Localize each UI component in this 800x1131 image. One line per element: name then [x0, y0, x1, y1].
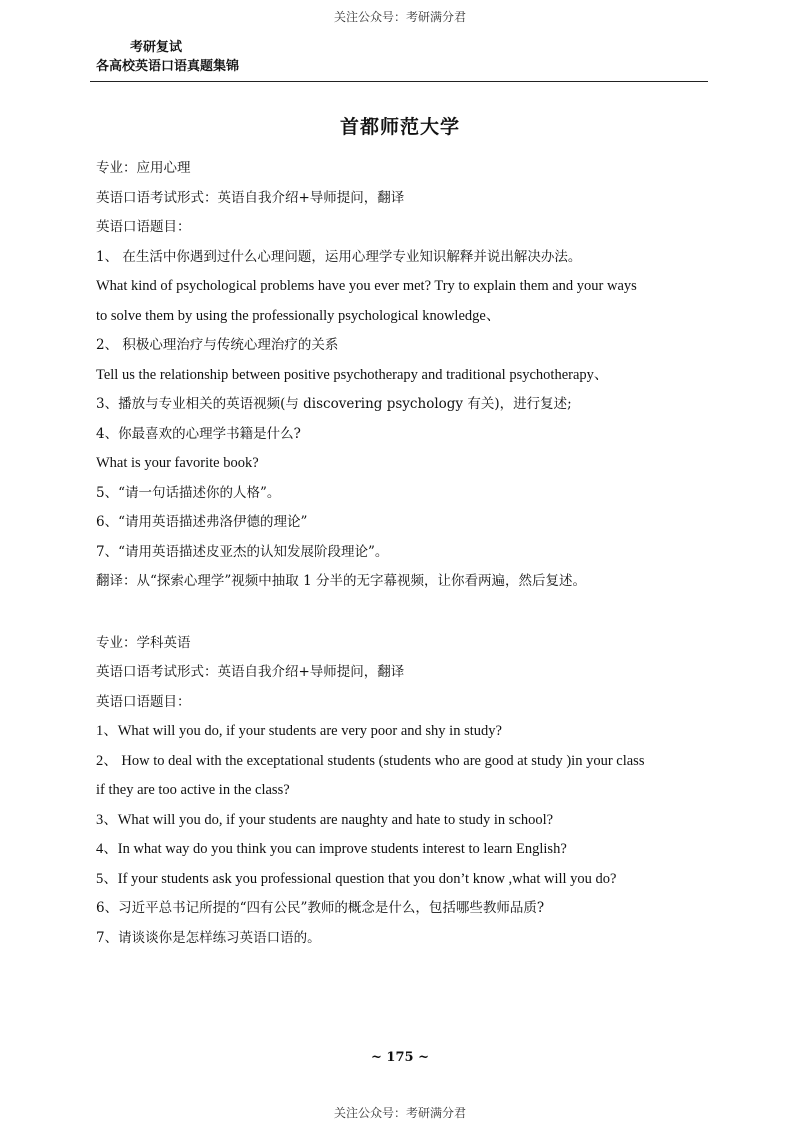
section2-line: 2、 How to deal with the exceptational students (students who are good at study )in your class: [96, 752, 645, 769]
section1-line: What is your favorite book?: [96, 455, 259, 471]
section2-line: 1、What will you do, if your students are very poor and shy in study?: [96, 723, 502, 739]
section2-major: 专业：学科英语: [96, 634, 191, 651]
header-divider: [90, 81, 708, 82]
section1-format: 英语口语考试形式：英语自我介绍+导师提问，翻译: [96, 189, 405, 206]
section1-line: 5、“请一句话描述你的人格”。: [96, 484, 281, 501]
section-gap: [96, 597, 726, 629]
section2-line: if they are too active in the class?: [96, 782, 290, 798]
section1-line: 6、“请用英语描述弗洛伊德的理论”: [96, 514, 308, 530]
top-watermark: 关注公众号：考研满分君: [333, 10, 466, 24]
document-body: [96, 154, 726, 953]
document-header: [96, 38, 239, 76]
section1-line: Tell us the relationship between positive psychotherapy and traditional psychotherapy、: [96, 366, 609, 383]
section2-line: 5、If your students ask you professional question that you don’t know ,what will you do?: [96, 870, 617, 887]
header-line-1: 考研复试: [130, 40, 183, 55]
section1-line: 2、 积极心理治疗与传统心理治疗的关系: [96, 337, 339, 353]
section2-format: 英语口语考试形式：英语自我介绍+导师提问，翻译: [96, 664, 405, 680]
section1-questions-label: 英语口语题目：: [96, 219, 191, 235]
section2-line: 4、In what way do you think you can improve students interest to learn English?: [96, 841, 567, 857]
bottom-watermark: 关注公众号：考研满分君: [333, 1106, 466, 1120]
section2-line: 3、What will you do, if your students are naughty and hate to study in school?: [96, 811, 554, 828]
section1-line: 4、你最喜欢的心理学书籍是什么?: [96, 425, 301, 442]
section1-line: 1、 在生活中你遇到过什么心理问题，运用心理学专业知识解释并说出解决办法。: [96, 248, 582, 265]
section1-line: 7、“请用英语描述皮亚杰的认知发展阶段理论”。: [96, 543, 389, 560]
section1-major: 专业：应用心理: [96, 160, 191, 176]
section2-line: 6、习近平总书记所提的“四有公民”教师的概念是什么，包括哪些教师品质?: [96, 900, 545, 916]
section2-questions-label: 英语口语题目：: [96, 693, 191, 710]
header-line-2: 各高校英语口语真题集锦: [96, 59, 240, 74]
section1-line: 3、播放与专业相关的英语视频(与 discovering psychology 有关)，进行复述;: [96, 396, 572, 412]
section2-line: 7、请谈谈你是怎样练习英语口语的。: [96, 929, 321, 946]
section1-line: 翻译：从“探索心理学”视频中抽取 1 分半的无字幕视频，让你看两遍，然后复述。: [96, 573, 586, 589]
section1-line: What kind of psychological problems have you ever met? Try to explain them and your ways: [96, 278, 637, 294]
page-number: ~ 175 ~: [371, 1050, 429, 1065]
page-title: 首都师范大学: [339, 116, 460, 138]
section1-line: to solve them by using the professionally psychological knowledge、: [96, 307, 501, 324]
